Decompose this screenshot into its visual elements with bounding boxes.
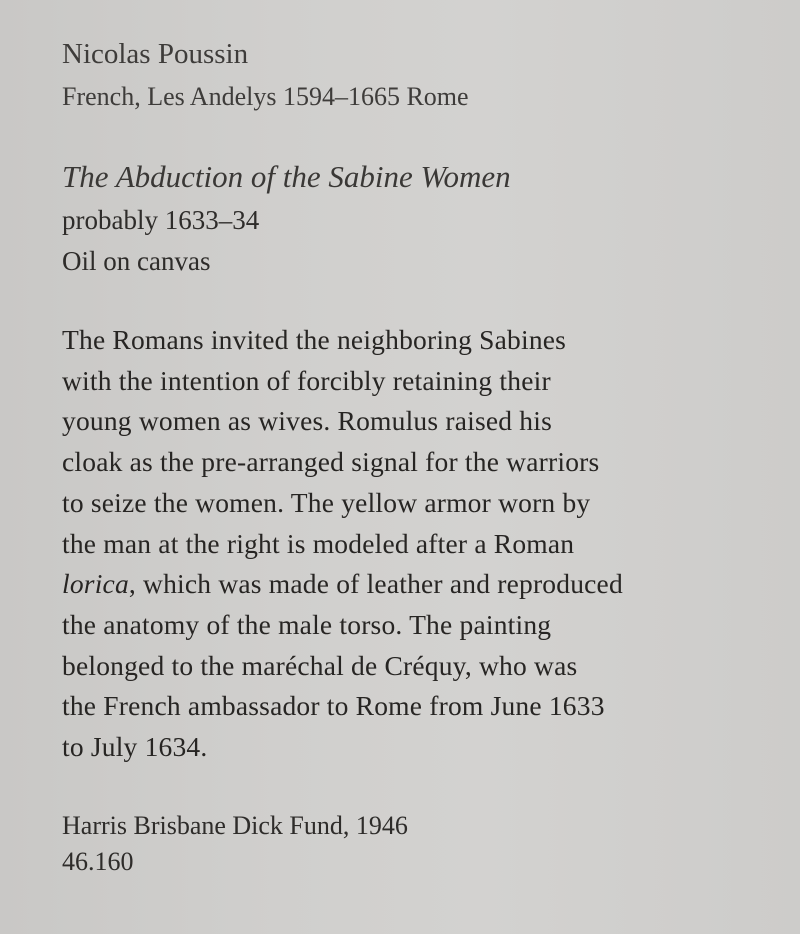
artwork-medium: Oil on canvas <box>62 246 211 276</box>
description-line: to July 1634. <box>62 731 208 763</box>
artist-origin: French, Les Andelys 1594–1665 Rome <box>62 82 469 111</box>
artist-name: Nicolas Poussin <box>62 38 249 70</box>
description-line <box>62 564 762 605</box>
artwork-title: The Abduction of the Sabine Women <box>62 159 511 194</box>
description-line: the French ambassador to Rome from June 1633 <box>62 690 605 722</box>
description-line: to seize the women. The yellow armor worn by <box>62 486 591 518</box>
description-line: belonged to the maréchal de Créquy, who was <box>62 649 578 681</box>
description-italic-term: lorica <box>62 568 129 600</box>
artwork-description <box>62 320 762 768</box>
description-line: cloak as the pre-arranged signal for the warriors <box>62 446 600 478</box>
description-line-rest: , which was made of leather and reproduced <box>128 568 623 600</box>
description-line: the anatomy of the male torso. The painting <box>62 608 552 640</box>
description-line: with the intention of forcibly retaining their <box>62 364 551 396</box>
accession-number: 46.160 <box>62 847 134 876</box>
description-line: The Romans invited the neighboring Sabines <box>62 324 567 355</box>
credit-line: Harris Brisbane Dick Fund, 1946 <box>62 811 408 840</box>
description-line: young women as wives. Romulus raised his <box>62 405 552 437</box>
description-line: the man at the right is modeled after a Roman <box>62 527 575 559</box>
artwork-date: probably 1633–34 <box>62 205 260 235</box>
